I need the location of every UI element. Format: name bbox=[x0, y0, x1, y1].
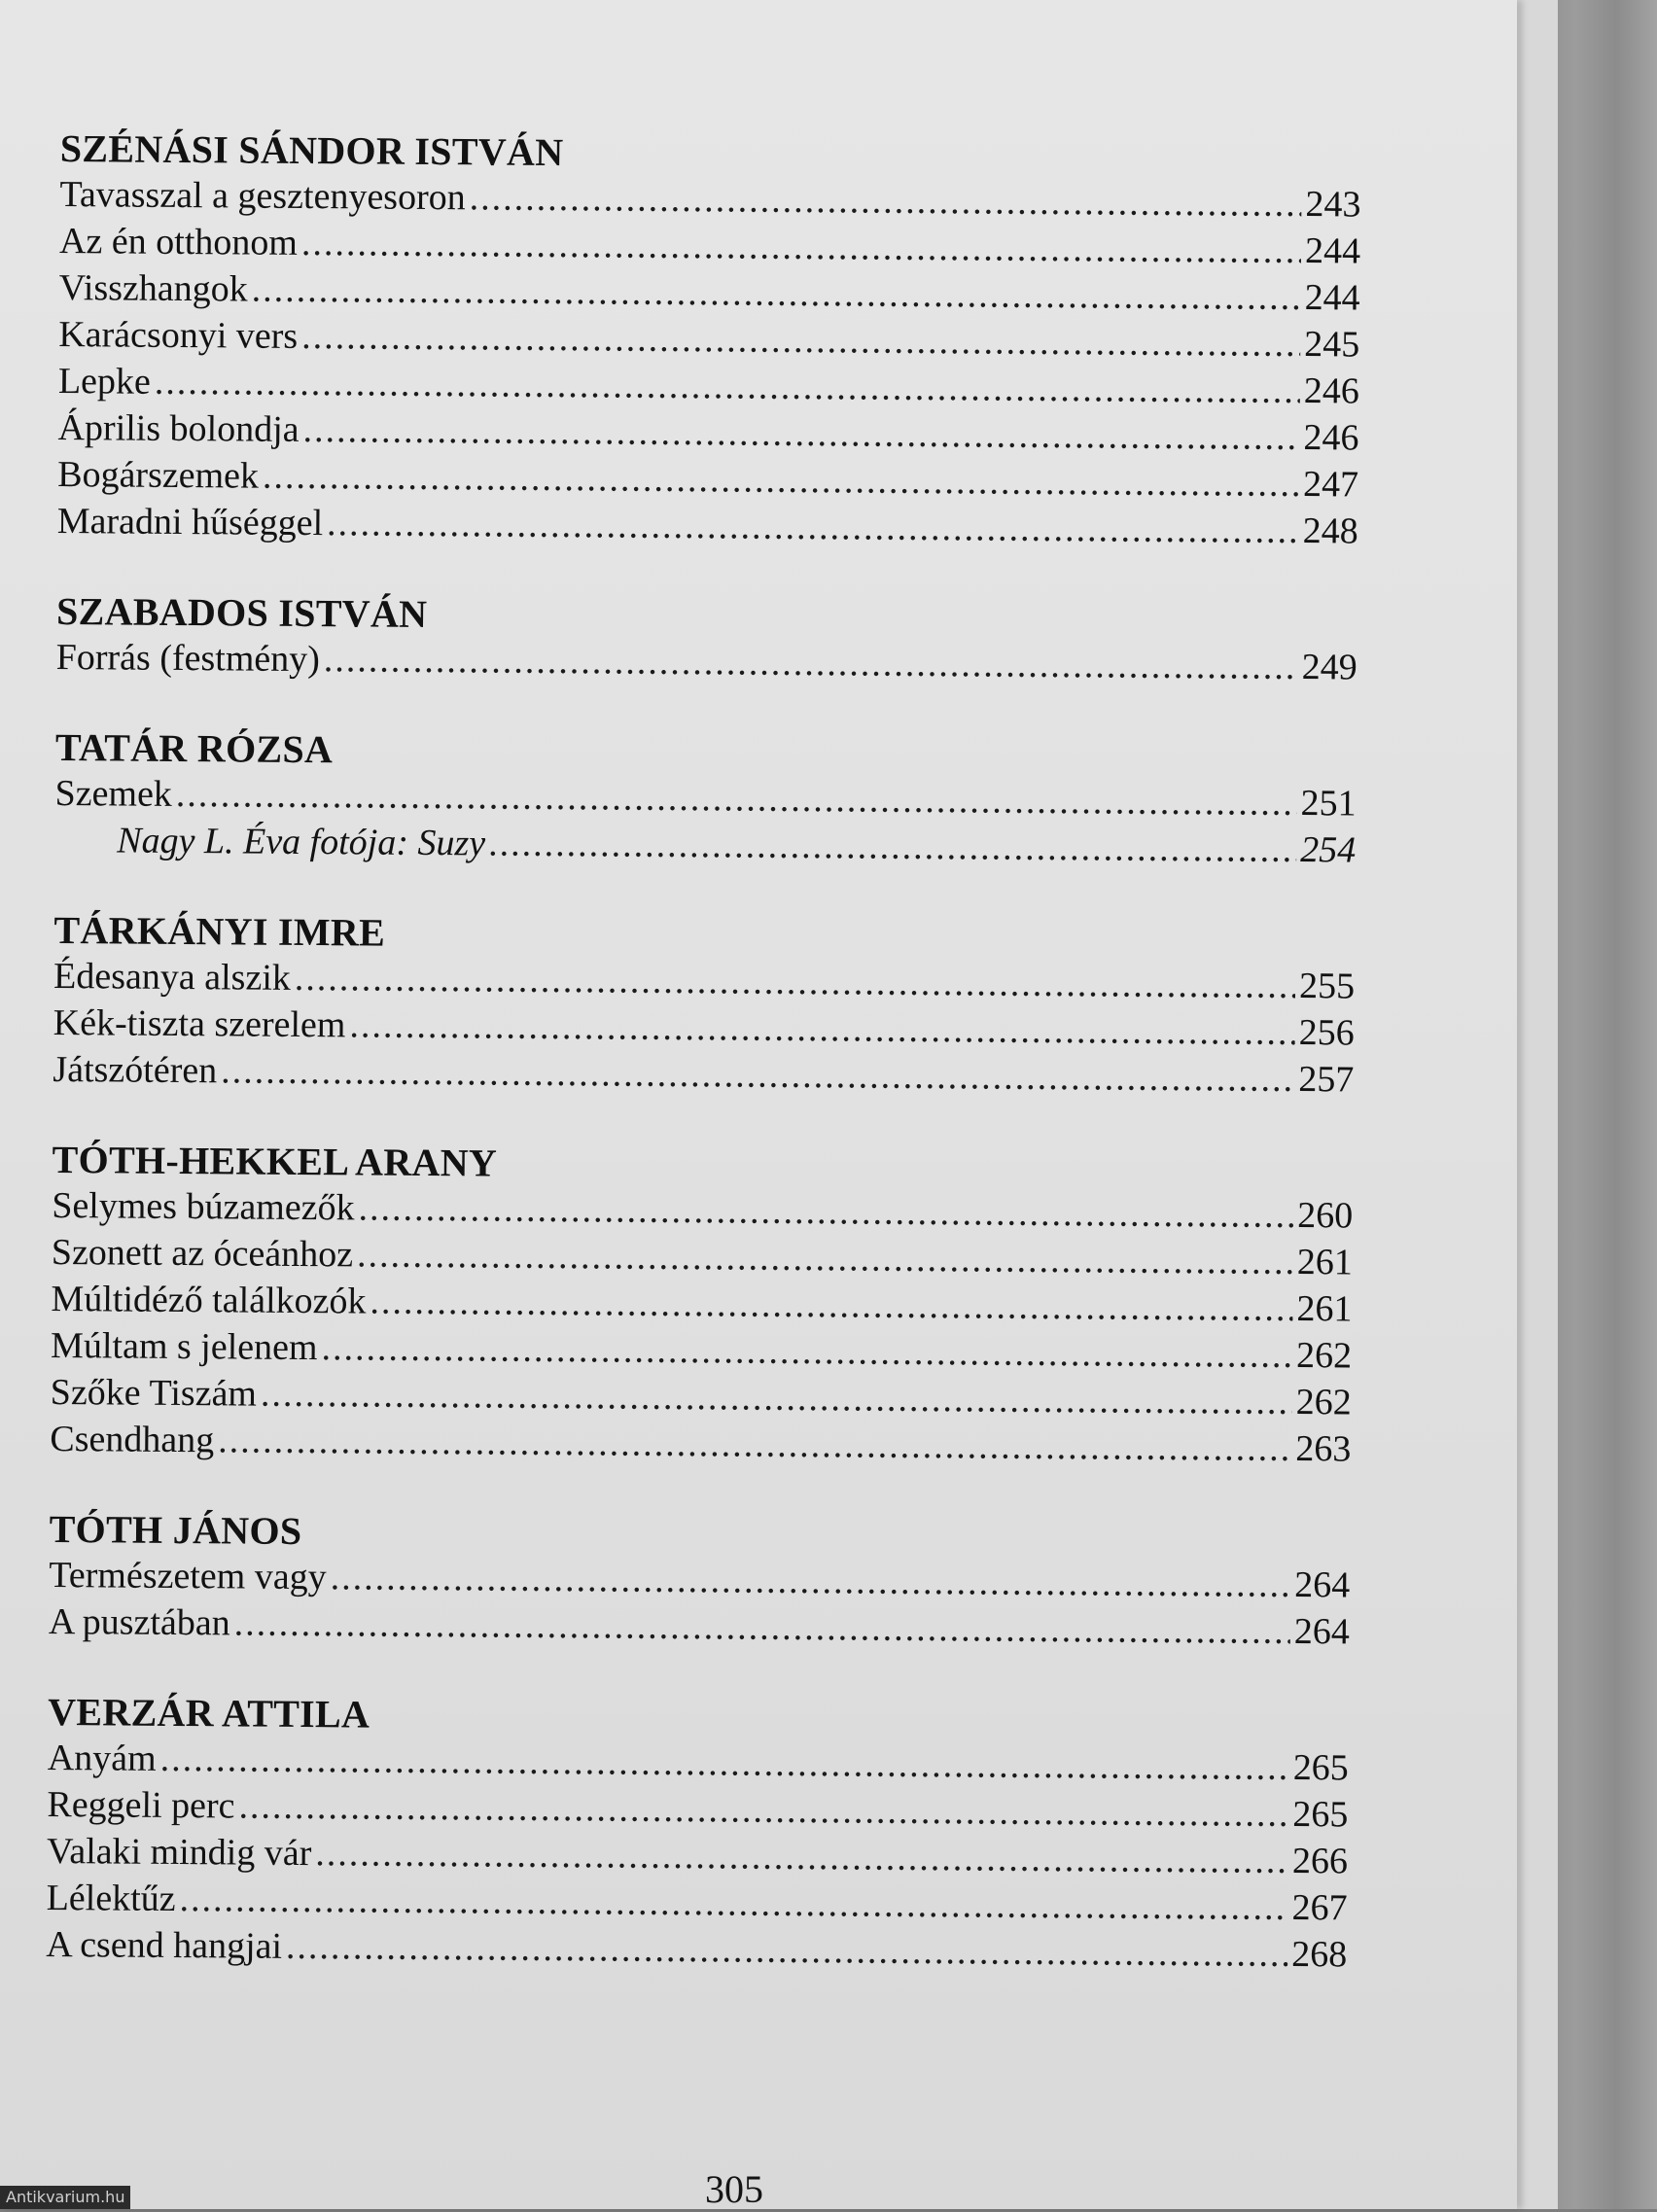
section-author: TATÁR RÓZSA bbox=[54, 724, 334, 772]
section-author: SZABADOS ISTVÁN bbox=[55, 588, 428, 636]
entry-page-number: 255 bbox=[1298, 966, 1356, 1007]
entry-title: Múltam s jelenem bbox=[50, 1324, 318, 1369]
dot-leader bbox=[295, 955, 1296, 1009]
entry-page-number: 244 bbox=[1304, 230, 1361, 272]
dot-leader bbox=[263, 453, 1300, 508]
dot-leader bbox=[358, 1184, 1293, 1239]
entry-title: Az én otthonom bbox=[58, 220, 299, 263]
entry-page-number: 268 bbox=[1291, 1934, 1348, 1976]
entry-page-number: 261 bbox=[1296, 1242, 1354, 1283]
entry-title: Természetem vagy bbox=[49, 1554, 327, 1598]
entry-page-number: 254 bbox=[1300, 829, 1357, 871]
dot-leader bbox=[357, 1231, 1293, 1285]
toc-section bbox=[46, 1690, 1349, 1978]
entry-title: Csendhang bbox=[50, 1418, 215, 1461]
entry-page-number: 251 bbox=[1300, 783, 1357, 825]
entry-title: Maradni hűséggel bbox=[56, 500, 324, 544]
toc-entry bbox=[53, 1046, 1354, 1104]
entry-page-number: 246 bbox=[1303, 417, 1359, 459]
entry-title: Szemek bbox=[54, 772, 173, 815]
dot-leader bbox=[301, 313, 1300, 368]
entry-title: Bogárszemek bbox=[57, 453, 260, 497]
section-author: TÁRKÁNYI IMRE bbox=[53, 907, 386, 955]
entry-title: Tavasszal a gesztenyesoron bbox=[59, 173, 466, 219]
dot-leader bbox=[218, 1417, 1291, 1472]
dot-leader bbox=[261, 1371, 1292, 1425]
entry-title: Karácsonyi vers bbox=[58, 313, 299, 357]
entry-title: Édesanya alszik bbox=[53, 955, 292, 999]
dot-leader bbox=[221, 1047, 1295, 1103]
entry-title: Valaki mindig vár bbox=[46, 1830, 312, 1875]
watermark-label: Antikvarium.hu bbox=[0, 2186, 130, 2209]
entry-title: Nagy L. Éva fotója: Suzy bbox=[117, 820, 486, 864]
entry-title: Lélektűz bbox=[46, 1877, 176, 1919]
entry-page-number: 263 bbox=[1295, 1428, 1352, 1470]
dot-leader bbox=[470, 174, 1302, 228]
entry-title: Lepke bbox=[57, 360, 152, 403]
section-author: TÓTH JÁNOS bbox=[49, 1506, 302, 1553]
entry-title: Reggeli perc bbox=[47, 1783, 235, 1827]
dot-leader bbox=[321, 1324, 1292, 1379]
dot-leader bbox=[330, 1554, 1290, 1608]
dot-leader bbox=[252, 266, 1301, 321]
entry-title: Visszhangok bbox=[58, 266, 248, 310]
toc-section bbox=[56, 589, 1358, 691]
entry-page-number: 265 bbox=[1292, 1794, 1349, 1836]
dot-leader bbox=[324, 636, 1298, 690]
table-of-contents bbox=[46, 126, 1361, 2022]
entry-title: A csend hangjai bbox=[46, 1923, 283, 1967]
dot-leader bbox=[370, 1279, 1292, 1332]
toc-entry bbox=[57, 498, 1358, 555]
entry-page-number: 264 bbox=[1294, 1564, 1351, 1606]
dot-leader bbox=[286, 1923, 1288, 1978]
entry-page-number: 264 bbox=[1293, 1611, 1351, 1653]
entry-page-number: 256 bbox=[1298, 1012, 1355, 1054]
toc-section bbox=[53, 908, 1355, 1104]
section-author: SZÉNÁSI SÁNDOR ISTVÁN bbox=[59, 126, 564, 175]
entry-page-number: 248 bbox=[1302, 510, 1358, 552]
entry-page-number: 244 bbox=[1304, 277, 1360, 319]
entry-page-number: 261 bbox=[1296, 1288, 1353, 1330]
dot-leader bbox=[234, 1599, 1291, 1655]
entry-title: Kék-tiszta szerelem bbox=[53, 1001, 346, 1046]
dot-leader bbox=[238, 1782, 1288, 1837]
entry-page-number: 266 bbox=[1291, 1841, 1349, 1882]
entry-page-number: 247 bbox=[1302, 464, 1359, 506]
page-number: 305 bbox=[705, 2167, 763, 2211]
entry-title: Április bolondja bbox=[57, 406, 300, 450]
entry-page-number: 262 bbox=[1295, 1335, 1353, 1377]
toc-section bbox=[54, 725, 1357, 874]
entry-title: Szonett az óceánhoz bbox=[51, 1231, 354, 1276]
entry-title: Játszótéren bbox=[53, 1048, 218, 1092]
entry-page-number: 260 bbox=[1297, 1195, 1354, 1237]
dot-leader bbox=[302, 406, 1299, 461]
dot-leader bbox=[327, 500, 1299, 554]
entry-page-number: 246 bbox=[1303, 370, 1360, 412]
entry-page-number: 262 bbox=[1295, 1382, 1352, 1423]
toc-section bbox=[57, 126, 1361, 554]
toc-section bbox=[50, 1138, 1354, 1472]
entry-page-number: 245 bbox=[1304, 324, 1360, 366]
entry-title: Anyám bbox=[47, 1737, 157, 1779]
section-author: TÓTH-HEKKEL ARANY bbox=[52, 1137, 498, 1185]
section-author: VERZÁR ATTILA bbox=[48, 1689, 370, 1737]
entry-title: Selymes búzamezők bbox=[52, 1184, 355, 1229]
entry-title: Forrás (festmény) bbox=[55, 636, 321, 681]
toc-entry bbox=[50, 1416, 1351, 1473]
toc-section bbox=[49, 1507, 1351, 1656]
dot-leader bbox=[301, 220, 1301, 274]
dot-leader bbox=[349, 1001, 1295, 1056]
entry-page-number: 267 bbox=[1291, 1887, 1348, 1929]
dot-leader bbox=[315, 1830, 1288, 1884]
entry-page-number: 257 bbox=[1298, 1059, 1355, 1101]
toc-entry bbox=[54, 817, 1356, 874]
entry-page-number: 249 bbox=[1301, 647, 1357, 688]
entry-title: A pusztában bbox=[48, 1600, 230, 1644]
toc-entry bbox=[49, 1598, 1350, 1656]
entry-title: Múltidéző találkozók bbox=[51, 1278, 367, 1322]
toc-entry bbox=[56, 634, 1357, 691]
entry-page-number: 243 bbox=[1305, 184, 1361, 226]
entry-title: Szőke Tiszám bbox=[50, 1371, 258, 1415]
toc-entry bbox=[46, 1921, 1347, 1979]
entry-page-number: 265 bbox=[1292, 1747, 1349, 1789]
dot-leader bbox=[489, 820, 1296, 873]
